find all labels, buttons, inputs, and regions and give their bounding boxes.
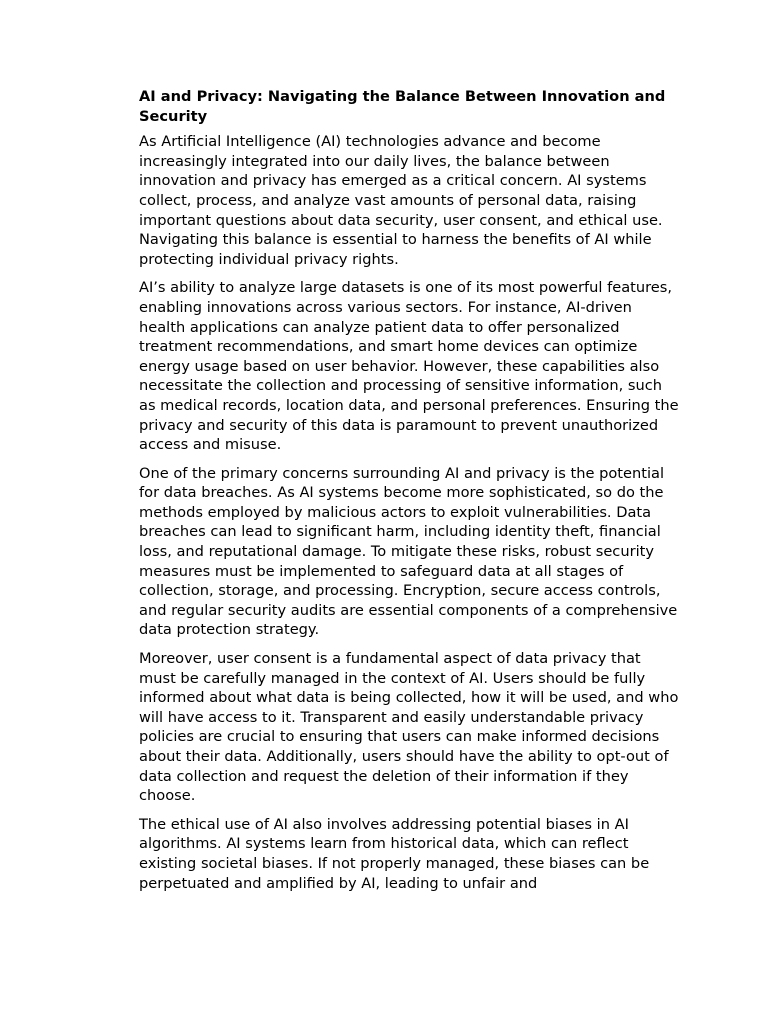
paragraph: One of the primary concerns surrounding AI and privacy is the potential for data breaches. As AI systems become more sophisticated, so do the methods employed by malicious actors to exploit vulnerabilities. Data breaches can lead to significant harm, including identity theft, financial loss, and reputational damage. To mitigate these risks, robust security measures must be implemented to safeguard data at all stages of collection, storage, and processing. Encryption, secure access controls, and regular security audits are essential components of a comprehensive data protection strategy. [139, 464, 678, 639]
paragraph: AI’s ability to analyze large datasets is one of its most powerful features, enabling innovations across various sectors. For instance, AI-driven health applications can analyze patient data to offer personalized treatment recommendations, and smart home devices can optimize energy usage based on user behavior. However, these capabilities also necessitate the collection and processing of sensitive information, such as medical records, location data, and personal preferences. Ensuring the privacy and security of this data is paramount to prevent unauthorized access and misuse. [139, 279, 679, 454]
document-page [139, 86, 679, 902]
paragraph: The ethical use of AI also involves addressing potential biases in AI algorithms. AI systems learn from historical data, which can reflect existing societal biases. If not properly managed, these biases can be perpetuated and amplified by AI, leading to unfair and [139, 815, 650, 892]
document-title: AI and Privacy: Navigating the Balance Between Innovation and Security [139, 88, 666, 125]
paragraph: As Artificial Intelligence (AI) technologies advance and become increasingly integrated into our daily lives, the balance between innovation and privacy has emerged as a critical concern. AI systems collect, process, and analyze vast amounts of personal data, raising important questions about data security, user consent, and ethical use. Navigating this balance is essential to harness the benefits of AI while protecting individual privacy rights. [139, 133, 663, 268]
paragraph: Moreover, user consent is a fundamental aspect of data privacy that must be carefully managed in the context of AI. Users should be fully informed about what data is being collected, how it will be used, and who will have access to it. Transparent and easily understandable privacy policies are crucial to ensuring that users can make informed decisions about their data. Additionally, users should have the ability to opt-out of data collection and request the deletion of their information if they choose. [139, 650, 679, 805]
